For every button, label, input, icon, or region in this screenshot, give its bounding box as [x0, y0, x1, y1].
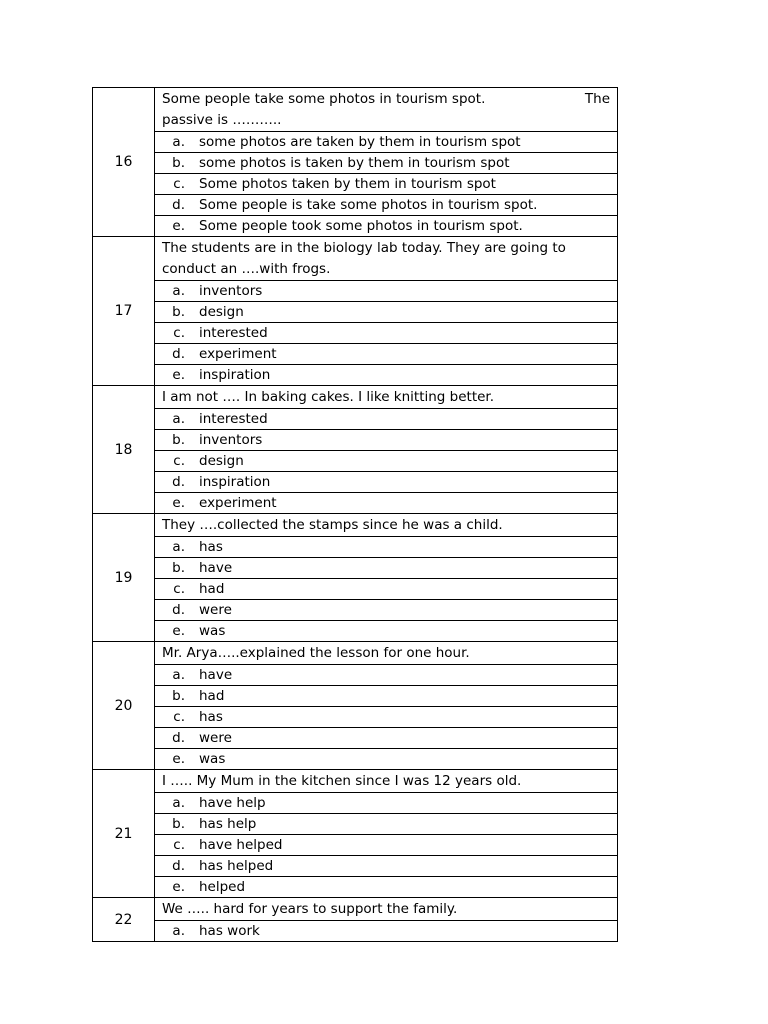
option-text: was [199, 623, 226, 639]
answer-option-row [93, 195, 618, 216]
option-text: interested [199, 411, 268, 427]
answer-option-row [93, 409, 618, 430]
option-text: inventors [199, 283, 263, 299]
option-letter: d. [172, 474, 185, 490]
question-stem [155, 514, 618, 537]
answer-option-row [93, 600, 618, 621]
answer-option-row [93, 323, 618, 344]
question-stem [155, 770, 618, 793]
answer-option-row [93, 665, 618, 686]
answer-option-row [93, 686, 618, 707]
option-letter: e. [172, 879, 185, 895]
option-letter: c. [173, 709, 185, 725]
question-stem-text: Mr. Arya…..explained the lesson for one hour. [162, 645, 470, 661]
question-number: 22 [93, 898, 155, 942]
answer-option-row [93, 728, 618, 749]
answer-option-row [93, 174, 618, 195]
answer-option [155, 281, 618, 302]
answer-option [155, 686, 618, 707]
option-letter: a. [172, 795, 185, 811]
answer-option [155, 302, 618, 323]
question-stem-row [93, 898, 618, 921]
answer-option [155, 600, 618, 621]
question-stem-line [162, 771, 610, 792]
option-text: have helped [199, 837, 283, 853]
question-stem-text: Some people take some photos in tourism spot. [162, 91, 486, 107]
question-table [92, 87, 618, 942]
option-letter: d. [172, 730, 185, 746]
question-stem-row [93, 386, 618, 409]
question-stem [155, 898, 618, 921]
answer-option-row [93, 579, 618, 600]
answer-option [155, 537, 618, 558]
answer-option-row [93, 707, 618, 728]
option-text: inspiration [199, 367, 271, 383]
option-text: Some people is take some photos in tourism spot. [199, 197, 538, 213]
answer-option [155, 472, 618, 493]
answer-option-row [93, 281, 618, 302]
answer-option [155, 921, 618, 942]
option-text: has helped [199, 858, 274, 874]
option-letter: e. [172, 495, 185, 511]
option-text: design [199, 304, 244, 320]
option-text: have [199, 560, 233, 576]
question-number: 20 [93, 642, 155, 770]
answer-option [155, 195, 618, 216]
answer-option [155, 877, 618, 898]
option-letter: d. [172, 197, 185, 213]
question-stem-line [162, 643, 610, 664]
answer-option-row [93, 537, 618, 558]
question-stem-text: They ….collected the stamps since he was a child. [162, 517, 503, 533]
answer-option [155, 579, 618, 600]
question-stem [155, 88, 618, 132]
option-text: have [199, 667, 233, 683]
option-letter: e. [172, 218, 185, 234]
question-stem-text: The students are in the biology lab today. They are going to [162, 240, 566, 256]
option-letter: d. [172, 602, 185, 618]
option-letter: c. [173, 325, 185, 341]
option-text: had [199, 581, 225, 597]
option-letter: e. [172, 367, 185, 383]
answer-option [155, 493, 618, 514]
option-text: some photos is taken by them in tourism spot [199, 155, 510, 171]
option-text: Some photos taken by them in tourism spot [199, 176, 496, 192]
option-letter: c. [173, 581, 185, 597]
option-text: were [199, 730, 232, 746]
answer-option [155, 323, 618, 344]
option-text: experiment [199, 346, 277, 362]
question-stem-line [162, 899, 610, 920]
option-letter: a. [172, 411, 185, 427]
answer-option-row [93, 558, 618, 579]
answer-option-row [93, 835, 618, 856]
answer-option-row [93, 921, 618, 942]
answer-option-row [93, 493, 618, 514]
answer-option-row [93, 856, 618, 877]
answer-option [155, 558, 618, 579]
question-stem-row [93, 88, 618, 132]
question-stem-line [162, 238, 610, 259]
option-letter: a. [172, 283, 185, 299]
option-letter: a. [172, 134, 185, 150]
option-letter: b. [172, 560, 185, 576]
answer-option [155, 856, 618, 877]
question-stem-line [162, 387, 610, 408]
answer-option [155, 728, 618, 749]
question-number: 21 [93, 770, 155, 898]
answer-option-row [93, 793, 618, 814]
option-letter: e. [172, 751, 185, 767]
option-text: had [199, 688, 225, 704]
answer-option-row [93, 877, 618, 898]
answer-option-row [93, 216, 618, 237]
question-stem-row [93, 642, 618, 665]
answer-option-row [93, 302, 618, 323]
answer-option-row [93, 749, 618, 770]
answer-option-row [93, 472, 618, 493]
answer-option-row [93, 430, 618, 451]
question-stem-line [162, 515, 610, 536]
question-number: 18 [93, 386, 155, 514]
option-text: experiment [199, 495, 277, 511]
option-text: has help [199, 816, 257, 832]
option-text: inspiration [199, 474, 271, 490]
answer-option [155, 749, 618, 770]
option-letter: a. [172, 539, 185, 555]
answer-option-row [93, 451, 618, 472]
option-letter: c. [173, 453, 185, 469]
option-letter: c. [173, 176, 185, 192]
option-text: inventors [199, 432, 263, 448]
option-letter: b. [172, 155, 185, 171]
option-text: interested [199, 325, 268, 341]
option-letter: a. [172, 667, 185, 683]
option-text: Some people took some photos in tourism spot. [199, 218, 523, 234]
option-letter: e. [172, 623, 185, 639]
answer-option [155, 365, 618, 386]
answer-option [155, 153, 618, 174]
question-stem-text: We ….. hard for years to support the family. [162, 901, 458, 917]
question-stem-text: I ….. My Mum in the kitchen since I was 12 years old. [162, 773, 522, 789]
question-stem-line [162, 89, 610, 110]
question-stem-row [93, 770, 618, 793]
question-stem-text-right: The [584, 91, 610, 107]
answer-option-row [93, 365, 618, 386]
answer-option [155, 665, 618, 686]
answer-option-row [93, 344, 618, 365]
answer-option-row [93, 132, 618, 153]
option-text: has work [199, 923, 260, 939]
question-number: 17 [93, 237, 155, 386]
answer-option-row [93, 814, 618, 835]
question-stem-line-2: conduct an ….with frogs. [162, 261, 331, 277]
option-letter: b. [172, 816, 185, 832]
answer-option [155, 793, 618, 814]
option-letter: d. [172, 346, 185, 362]
question-stem-row [93, 237, 618, 281]
option-text: have help [199, 795, 266, 811]
option-letter: b. [172, 688, 185, 704]
option-letter: a. [172, 923, 185, 939]
answer-option-row [93, 621, 618, 642]
answer-option [155, 451, 618, 472]
answer-option [155, 132, 618, 153]
question-stem [155, 642, 618, 665]
option-text: design [199, 453, 244, 469]
answer-option [155, 707, 618, 728]
option-text: was [199, 751, 226, 767]
question-stem-line-2: passive is ……….. [162, 112, 282, 128]
option-text: were [199, 602, 232, 618]
option-letter: b. [172, 432, 185, 448]
answer-option [155, 621, 618, 642]
option-text: has [199, 709, 223, 725]
question-stem-text: I am not …. In baking cakes. I like knitting better. [162, 389, 495, 405]
answer-option [155, 430, 618, 451]
question-stem-row [93, 514, 618, 537]
question-number: 16 [93, 88, 155, 237]
answer-option [155, 835, 618, 856]
option-text: helped [199, 879, 246, 895]
question-stem [155, 386, 618, 409]
question-number: 19 [93, 514, 155, 642]
option-letter: b. [172, 304, 185, 320]
answer-option [155, 174, 618, 195]
answer-option-row [93, 153, 618, 174]
question-stem [155, 237, 618, 281]
option-letter: d. [172, 858, 185, 874]
option-text: has [199, 539, 223, 555]
option-letter: c. [173, 837, 185, 853]
answer-option [155, 814, 618, 835]
option-text: some photos are taken by them in tourism spot [199, 134, 521, 150]
answer-option [155, 344, 618, 365]
answer-option [155, 409, 618, 430]
answer-option [155, 216, 618, 237]
